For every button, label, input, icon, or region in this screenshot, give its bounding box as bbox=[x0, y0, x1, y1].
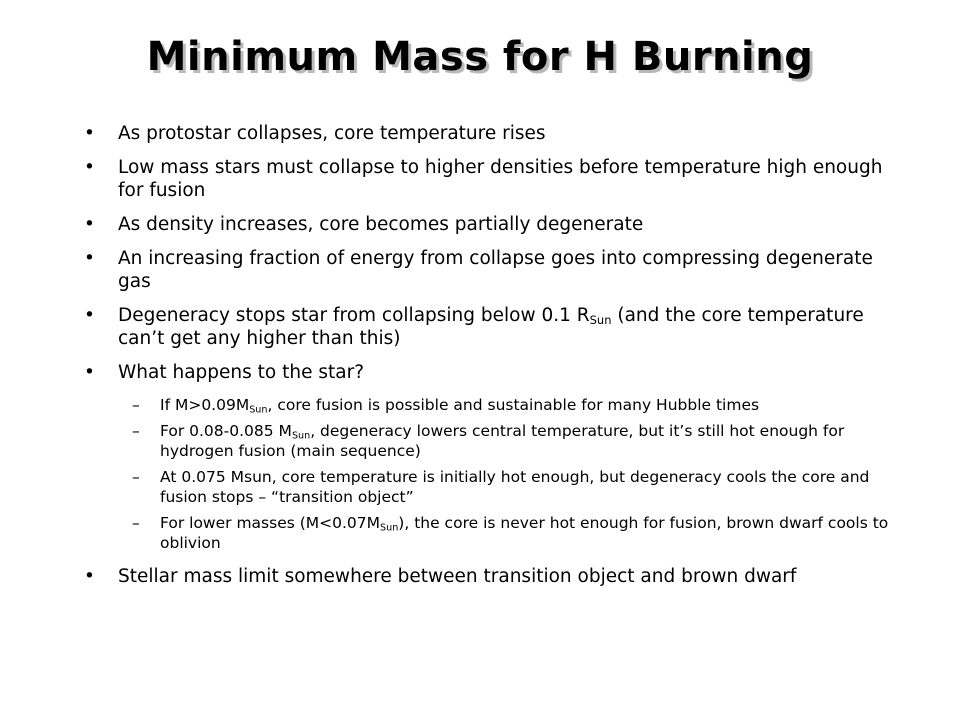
text-run: Degeneracy stops star from collapsing below 0.1 R bbox=[118, 305, 590, 326]
text-run: If M>0.09M bbox=[160, 396, 250, 414]
bullet-text: An increasing fraction of energy from collapse goes into compressing degenerate gas bbox=[118, 248, 873, 292]
subscript: Sun bbox=[380, 522, 399, 534]
bullet-marker: • bbox=[84, 157, 95, 178]
bullet-item bbox=[84, 156, 904, 202]
dash-marker: – bbox=[132, 422, 140, 440]
bullet-text bbox=[118, 305, 864, 349]
sub-bullet-item bbox=[84, 421, 904, 461]
bullet-item bbox=[84, 247, 904, 293]
text-run: (and the core temperature can’t get any higher than this) bbox=[118, 305, 864, 349]
text-run: ), the core is never hot enough for fusion, brown dwarf cools to oblivion bbox=[160, 514, 889, 552]
bullet-item bbox=[84, 304, 904, 350]
bullet-marker: • bbox=[84, 305, 95, 326]
subscript: Sun bbox=[291, 430, 311, 442]
bullet-text: As protostar collapses, core temperature rises bbox=[118, 123, 546, 144]
bullet-marker: • bbox=[84, 123, 95, 144]
bullet-text: As density increases, core becomes partially degenerate bbox=[118, 214, 644, 235]
sub-bullet-text: At 0.075 Msun, core temperature is initially hot enough, but degeneracy cools the core and fusion stops – “transition object” bbox=[160, 468, 870, 506]
sub-bullet-item bbox=[84, 513, 904, 553]
slide-title: Minimum Mass for H Burning bbox=[146, 34, 814, 80]
text-run: For lower masses (M<0.07M bbox=[160, 514, 381, 532]
sub-bullet-text bbox=[160, 514, 888, 552]
bullet-marker: • bbox=[84, 362, 95, 383]
sub-bullet-item bbox=[84, 467, 904, 507]
bullet-item bbox=[84, 361, 904, 384]
subscript: Sun bbox=[589, 312, 612, 327]
dash-marker: – bbox=[132, 468, 140, 486]
bullet-text: What happens to the star? bbox=[118, 362, 365, 383]
subscript: Sun bbox=[249, 404, 268, 416]
sub-bullet-text bbox=[160, 396, 759, 414]
dash-marker: – bbox=[132, 514, 140, 532]
text-run: , core fusion is possible and sustainable for many Hubble times bbox=[267, 396, 760, 414]
bullet-item bbox=[84, 213, 904, 236]
bullet-text: Stellar mass limit somewhere between transition object and brown dwarf bbox=[118, 566, 797, 587]
bullet-list bbox=[84, 122, 904, 599]
bullet-text: Low mass stars must collapse to higher densities before temperature high enough for fusion bbox=[118, 157, 883, 201]
text-run: , degeneracy lowers central temperature, but it’s still hot enough for hydrogen fusion (main sequence) bbox=[160, 422, 845, 460]
dash-marker: – bbox=[132, 396, 140, 414]
bullet-item bbox=[84, 122, 904, 145]
bullet-marker: • bbox=[84, 214, 95, 235]
bullet-marker: • bbox=[84, 248, 95, 269]
sub-bullet-text bbox=[160, 422, 844, 460]
bullet-item bbox=[84, 565, 904, 588]
bullet-marker: • bbox=[84, 566, 95, 587]
sub-bullet-item bbox=[84, 395, 904, 415]
text-run: For 0.08-0.085 M bbox=[160, 422, 292, 440]
